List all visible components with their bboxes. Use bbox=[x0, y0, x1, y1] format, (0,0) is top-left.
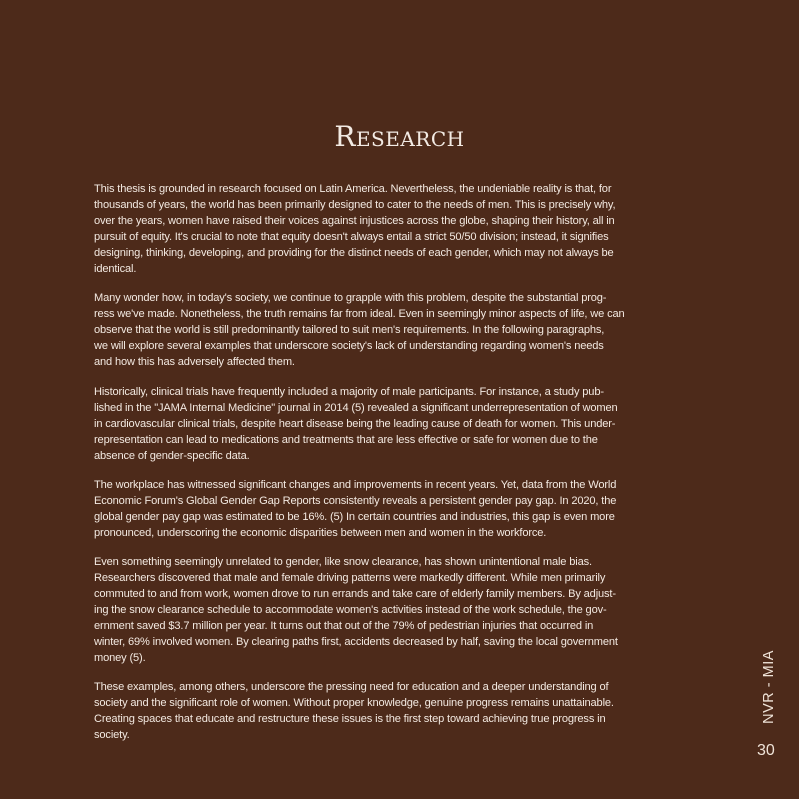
page-title: Research bbox=[334, 120, 465, 153]
side-label bbox=[757, 642, 781, 732]
paragraph-intro: This thesis is grounded in research focused on Latin America. Nevertheless, the undeniable reality is that, for thousands of years, the world has been primarily designed to cater to the needs of men. This is precisely why, over the years, women have raised their voices against injustices across the globe, shaping their history, all in pursuit of equity. It's crucial to note that equity doesn't always entail a strict 50/50 division; instead, it signifies designing, thinking, developing, and providing for the distinct needs of each gender, which may not always be identical. bbox=[94, 183, 616, 276]
paragraph-conclusion: These examples, among others, underscore the pressing need for education and a deeper understanding of society and the significant role of women. Without proper knowledge, genuine progress remains unattainable. Creating spaces that educate and restructure these issues is the first step toward achieving true progress in society. bbox=[94, 681, 614, 742]
paragraph-snow-clearance: Even something seemingly unrelated to gender, like snow clearance, has shown unintentional male bias. Researchers discovered that male and female driving patterns were markedly different. While men primarily commuted to and from work, women drove to run errands and take care of elderly family members. By adjust- ing the snow clearance schedule to accommodate women's activities instead of the work schedule, the gov- ernment saved $3.7 million per year. It turns out that out of the 79% of pedestrian injuries that occurred in winter, 69% involved women. By clearing paths first, accidents decreased by half, saving the local government money (5). bbox=[94, 555, 618, 665]
paragraph-clinical-trials: Historically, clinical trials have frequently included a majority of male participants. For instance, a study pub- lished in the "JAMA Internal Medicine" journal in 2014 (5) revealed a significant underrepresentation of women in cardiovascular clinical trials, despite heart disease being the leading cause of death for women. This under- representation can lead to medications and treatments that are less effective or safe for women due to the absence of gender-specific data. bbox=[94, 385, 618, 462]
side-label-text: NVR - MIA bbox=[761, 650, 777, 724]
paragraph-workplace: The workplace has witnessed significant changes and improvements in recent years. Yet, data from the World Economic Forum's Global Gender Gap Reports consistently reveals a persistent gender pay gap. In 2020, the global gender pay gap was estimated to be 16%. (5) In certain countries and industries, this gap is even more pronounced, underscoring the economic disparities between men and women in the workforce. bbox=[94, 478, 617, 539]
page-number: 30 bbox=[757, 742, 775, 759]
paragraph-society: Many wonder how, in today's society, we continue to grapple with this problem, despite the substantial prog- ress we've made. Nonetheless, the truth remains far from ideal. Even in seemingly minor aspects of life, we can observe that the world is still predominantly tailored to suit men's requirements. In the following paragraphs, we will explore several examples that underscore society's lack of understanding regarding women's needs and how this has adversely affected them. bbox=[94, 292, 625, 369]
body-text bbox=[94, 181, 684, 756]
